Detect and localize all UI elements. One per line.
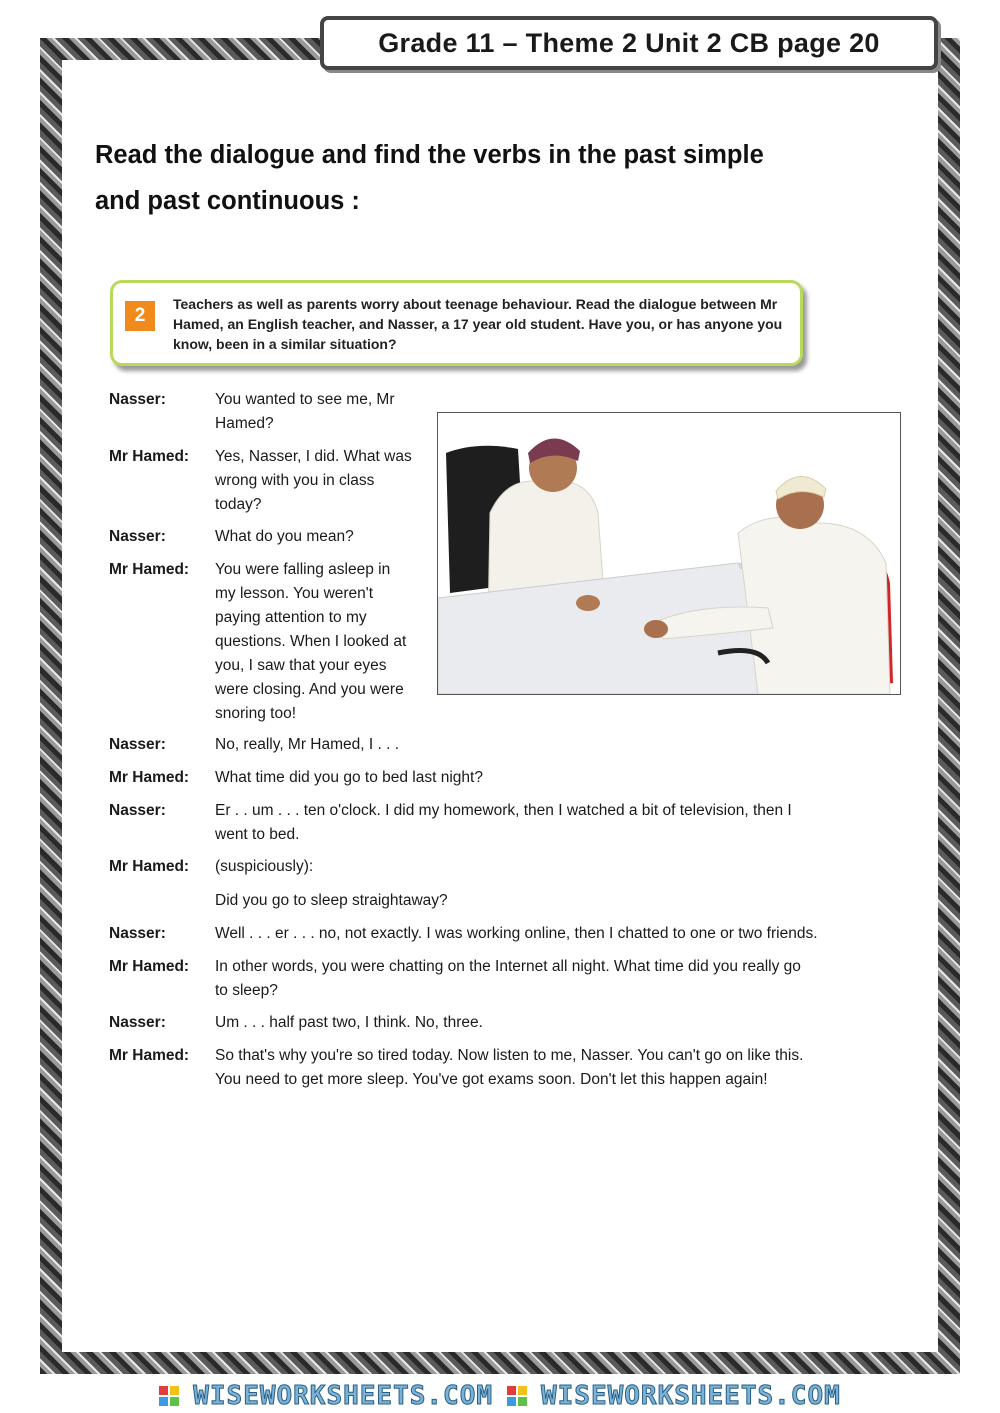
speech-line: You were falling asleep in xyxy=(215,561,391,578)
speaker-name: Mr Hamed: xyxy=(109,448,190,465)
speech-text xyxy=(215,955,801,1003)
speech-text xyxy=(215,1011,483,1035)
speech-line: No, really, Mr Hamed, I . . . xyxy=(215,736,400,753)
task-box xyxy=(110,280,803,366)
speech-line: snoring too! xyxy=(215,705,296,722)
speech-line: to sleep? xyxy=(215,982,278,999)
teacher-student-illustration xyxy=(438,413,900,694)
speech-line: went to bed. xyxy=(215,826,300,843)
speaker-name: Mr Hamed: xyxy=(109,958,190,975)
speaker-name: Mr Hamed: xyxy=(109,769,190,786)
speech-text xyxy=(215,445,412,517)
speech-text xyxy=(215,388,395,436)
page-title: Grade 11 – Theme 2 Unit 2 CB page 20 xyxy=(320,16,938,70)
footer-watermark xyxy=(0,1378,1000,1413)
speech-line: So that's why you're so tired today. Now listen to me, Nasser. You can't go on like this. xyxy=(215,1047,804,1064)
speech-text xyxy=(215,855,313,879)
speaker-name: Nasser: xyxy=(109,528,166,545)
speaker-name: Mr Hamed: xyxy=(109,1047,190,1064)
speech-line: You wanted to see me, Mr xyxy=(215,391,395,408)
speaker-name: Nasser: xyxy=(109,802,166,819)
speech-line: questions. When I looked at xyxy=(215,633,407,650)
speech-line: were closing. And you were xyxy=(215,681,404,698)
speech-line: Well . . . er . . . no, not exactly. I was working online, then I chatted to one or two friends. xyxy=(215,925,818,942)
speaker-name: Nasser: xyxy=(109,736,166,753)
speech-line: Um . . . half past two, I think. No, three. xyxy=(215,1014,483,1031)
speaker-name: Mr Hamed: xyxy=(109,561,190,578)
speech-line: Er . . um . . . ten o'clock. I did my homework, then I watched a bit of television, then I xyxy=(215,802,792,819)
speech-text xyxy=(215,733,399,757)
instruction-text xyxy=(95,132,915,224)
logo-icon xyxy=(159,1386,179,1406)
speech-line: Yes, Nasser, I did. What was xyxy=(215,448,412,465)
task-description: Teachers as well as parents worry about teenage behaviour. Read the dialogue between Mr Hamed, an English teacher, and Nasser, a 17 year old student. Have you, or has anyone you know, been in a similar situation? xyxy=(173,296,783,352)
instruction-line-2: and past continuous : xyxy=(95,187,360,215)
speech-text xyxy=(215,922,818,946)
speech-text xyxy=(215,889,448,913)
task-number-badge: 2 xyxy=(125,301,155,331)
speech-line: In other words, you were chatting on the Internet all night. What time did you really go xyxy=(215,958,801,975)
footer-brand: WISEWORKSHEETS.COM xyxy=(193,1380,493,1411)
speech-line: You need to get more sleep. You've got exams soon. Don't let this happen again! xyxy=(215,1071,768,1088)
speech-line: (suspiciously): xyxy=(215,858,314,875)
footer-brand: WISEWORKSHEETS.COM xyxy=(541,1380,841,1411)
speaker-name: Mr Hamed: xyxy=(109,858,190,875)
speaker-name: Nasser: xyxy=(109,1014,166,1031)
speech-line: my lesson. You weren't xyxy=(215,585,374,602)
speech-line: wrong with you in class xyxy=(215,472,375,489)
speech-line: What time did you go to bed last night? xyxy=(215,769,483,786)
speech-text xyxy=(215,525,354,549)
speaker-name: Nasser: xyxy=(109,925,166,942)
speech-text xyxy=(215,766,483,790)
speaker-name: Nasser: xyxy=(109,391,166,408)
speech-line: today? xyxy=(215,496,262,513)
instruction-line-1: Read the dialogue and find the verbs in the past simple xyxy=(95,141,764,169)
logo-icon xyxy=(507,1386,527,1406)
speech-line: Did you go to sleep straightaway? xyxy=(215,892,448,909)
speech-line: you, I saw that your eyes xyxy=(215,657,387,674)
speech-line: Hamed? xyxy=(215,415,274,432)
speech-text xyxy=(215,558,406,726)
page-area xyxy=(62,60,938,1352)
speech-line: What do you mean? xyxy=(215,528,354,545)
speech-line: paying attention to my xyxy=(215,609,367,626)
classroom-photo xyxy=(437,412,901,695)
speech-text xyxy=(215,1044,803,1092)
speech-text xyxy=(215,799,792,847)
